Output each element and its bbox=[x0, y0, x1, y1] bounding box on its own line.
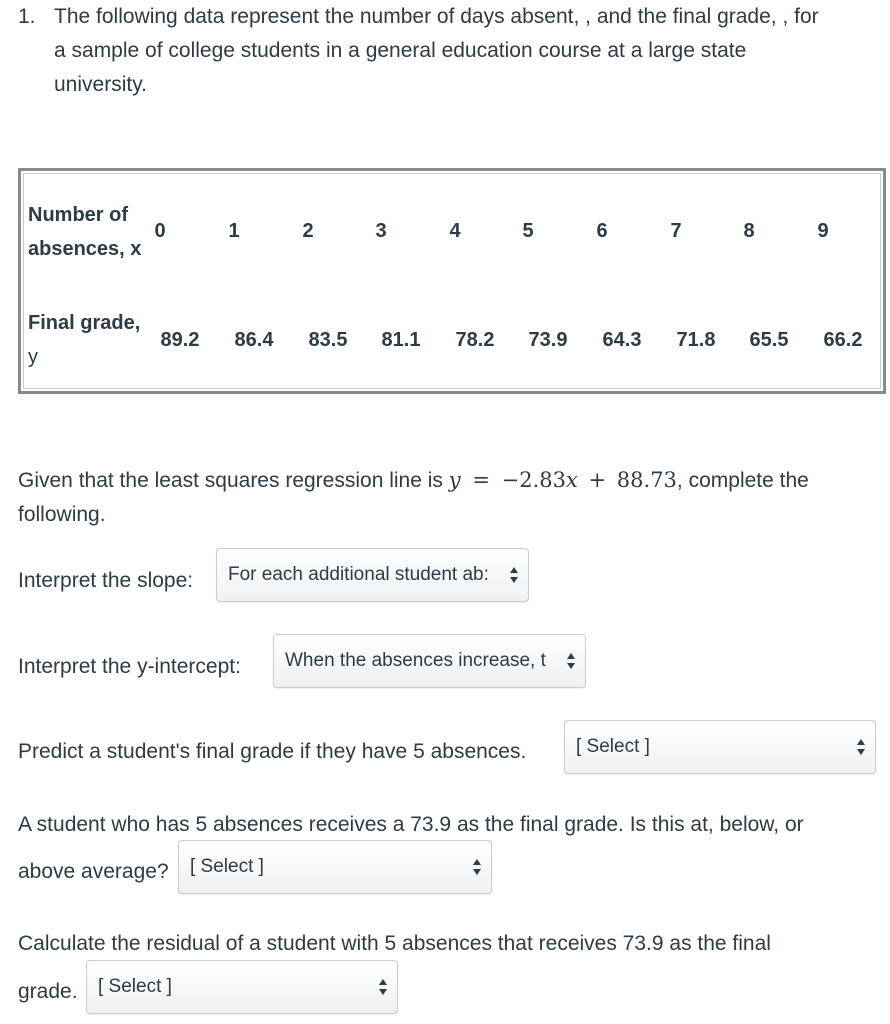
predict-select[interactable] bbox=[564, 720, 876, 774]
eq-equals: = bbox=[472, 468, 490, 492]
slope-select-value: For each additional student ab: bbox=[228, 564, 489, 585]
eq-x: x bbox=[565, 468, 578, 492]
residual-select-value: [ Select ] bbox=[98, 976, 172, 997]
x-cell: 1 bbox=[228, 220, 240, 242]
row-label-final-grade-line-2: y bbox=[28, 346, 38, 368]
average-question-line: A student who has 5 absences receives a 73.9 as the final grade. Is this at, below, or bbox=[18, 813, 804, 836]
eq-intercept: 88.73 bbox=[616, 468, 677, 492]
residual-label: grade. bbox=[18, 980, 78, 1003]
x-cell: 8 bbox=[743, 220, 755, 242]
x-cell: 4 bbox=[449, 220, 461, 242]
question-number: 1. bbox=[18, 5, 36, 28]
residual-select[interactable] bbox=[86, 960, 398, 1014]
y-cell: 64.3 bbox=[602, 329, 642, 351]
predict-label: Predict a student's final grade if they have 5 absences. bbox=[18, 740, 527, 763]
y-cell: 86.4 bbox=[234, 329, 274, 351]
up-down-arrows-icon bbox=[472, 858, 482, 876]
average-select-value: [ Select ] bbox=[190, 856, 264, 877]
row-label-absences bbox=[28, 198, 141, 266]
y-cell: 65.5 bbox=[749, 329, 789, 351]
x-cell: 3 bbox=[375, 220, 387, 242]
up-down-arrows-icon bbox=[856, 738, 866, 756]
given-prefix: Given that the least squares regression line is bbox=[18, 469, 443, 492]
regression-equation bbox=[449, 468, 677, 492]
row-label-absences-line-1: Number of bbox=[28, 204, 128, 226]
up-down-arrows-icon bbox=[566, 652, 576, 670]
average-select[interactable] bbox=[178, 840, 492, 894]
given-statement bbox=[18, 463, 878, 532]
intro-line-2: a sample of college students in a general education course at a large state bbox=[54, 39, 747, 62]
average-label: above average? bbox=[18, 860, 169, 883]
intercept-label: Interpret the y-intercept: bbox=[18, 655, 241, 678]
given-line-1 bbox=[18, 463, 878, 498]
given-suffix: , complete the bbox=[676, 469, 809, 492]
x-cell: 6 bbox=[596, 220, 608, 242]
eq-y: y bbox=[448, 468, 461, 492]
residual-question-line: Calculate the residual of a student with 5 absences that receives 73.9 as the final bbox=[18, 932, 771, 955]
y-cell: 73.9 bbox=[528, 329, 568, 351]
y-cell: 89.2 bbox=[160, 329, 200, 351]
slope-label: Interpret the slope: bbox=[18, 569, 194, 592]
eq-coef: −2.83 bbox=[501, 468, 566, 492]
data-table-inner bbox=[23, 173, 881, 389]
row-label-final-grade bbox=[28, 306, 140, 374]
y-cell: 81.1 bbox=[381, 329, 421, 351]
given-line-2: following. bbox=[18, 503, 106, 526]
predict-select-value: [ Select ] bbox=[576, 736, 650, 757]
slope-select[interactable] bbox=[216, 548, 529, 602]
x-cell: 5 bbox=[522, 220, 534, 242]
data-table bbox=[18, 168, 886, 394]
row-label-final-grade-line-1: Final grade, bbox=[28, 312, 141, 334]
y-cell: 66.2 bbox=[823, 329, 863, 351]
row-label-absences-line-2: absences, x bbox=[28, 238, 142, 260]
x-cell: 7 bbox=[670, 220, 682, 242]
y-cell: 78.2 bbox=[455, 329, 495, 351]
up-down-arrows-icon bbox=[378, 978, 388, 996]
intercept-select-value: When the absences increase, t bbox=[285, 650, 546, 671]
y-cell: 83.5 bbox=[308, 329, 348, 351]
intercept-select[interactable] bbox=[273, 634, 586, 688]
x-cell: 9 bbox=[817, 220, 829, 242]
up-down-arrows-icon bbox=[509, 566, 519, 584]
y-cell: 71.8 bbox=[676, 329, 716, 351]
intro-line-1: The following data represent the number of days absent, , and the final grade, , for bbox=[54, 5, 819, 28]
intro-line-3: university. bbox=[54, 73, 147, 96]
x-cell: 0 bbox=[154, 220, 166, 242]
eq-plus: + bbox=[588, 468, 607, 492]
x-cell: 2 bbox=[302, 220, 314, 242]
